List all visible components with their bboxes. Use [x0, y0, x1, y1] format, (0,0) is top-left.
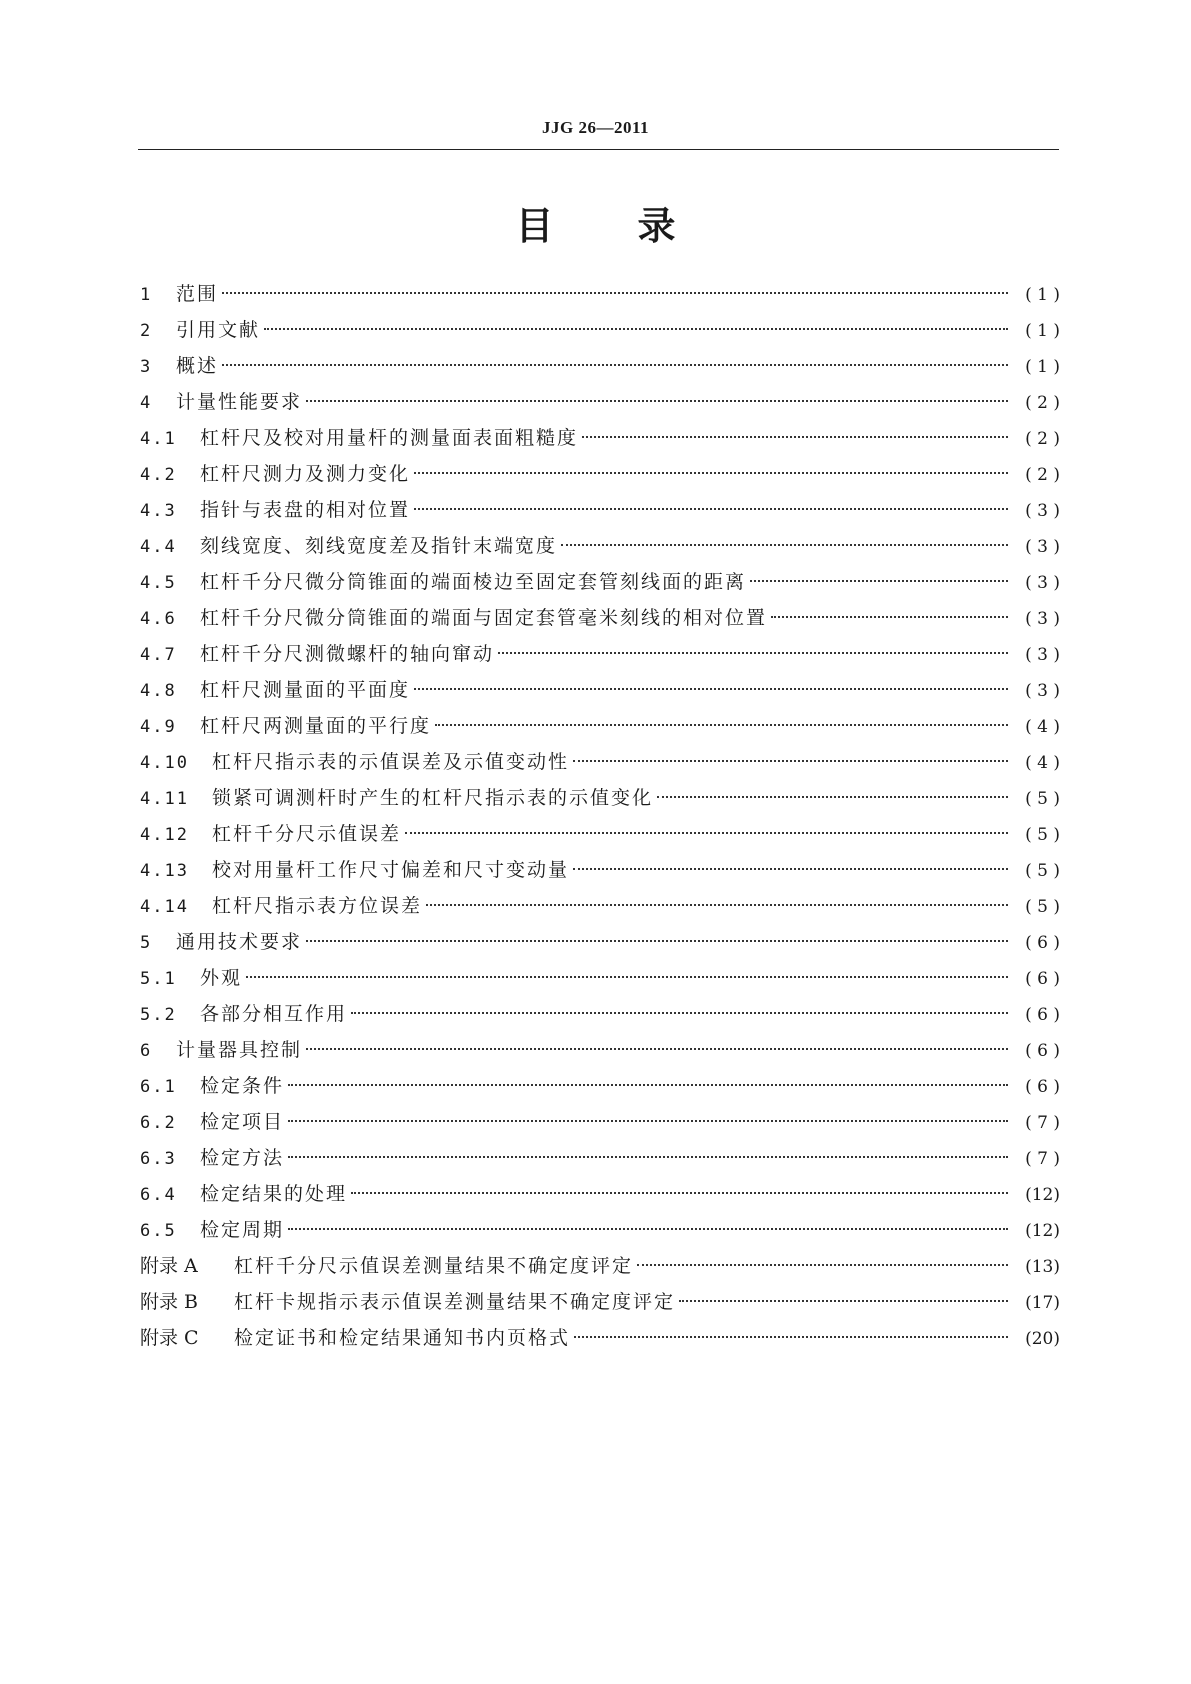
toc-entry-title: 锁紧可调测杆时产生的杠杆尺指示表的示值变化 [212, 787, 654, 809]
toc-leader-dots [426, 904, 1008, 906]
toc-entry-page: ( 7 ) [1025, 1149, 1060, 1169]
toc-leader-dots [288, 1228, 1008, 1230]
toc-entry[interactable] [140, 780, 1060, 816]
toc-entry[interactable] [140, 1140, 1060, 1176]
toc-leader-dots [351, 1012, 1008, 1014]
toc-leader-dots [414, 688, 1008, 690]
toc-entry-page: ( 4 ) [1025, 753, 1060, 773]
toc-entry[interactable] [140, 708, 1060, 744]
toc-entry-number: 1 [140, 285, 153, 305]
toc-leader-dots [561, 544, 1008, 546]
title-char-2: 录 [637, 204, 676, 248]
toc-entry-page: ( 3 ) [1025, 681, 1060, 701]
toc-entry-title: 杠杆尺指示表的示值误差及示值变动性 [212, 751, 570, 773]
toc-entry[interactable] [140, 312, 1060, 348]
toc-entry-page: ( 2 ) [1025, 465, 1060, 485]
toc-entry[interactable] [140, 1284, 1060, 1320]
toc-entry-title: 杠杆尺测力及测力变化 [200, 463, 411, 485]
toc-entry-number: 附录 C [140, 1327, 199, 1349]
toc-entry-number: 6.4 [140, 1185, 177, 1205]
toc-entry[interactable] [140, 384, 1060, 420]
toc-entry-page: (12) [1025, 1185, 1060, 1205]
toc-entry[interactable] [140, 348, 1060, 384]
toc-entry-title: 计量性能要求 [176, 391, 303, 413]
toc-entry-page: ( 7 ) [1025, 1113, 1060, 1133]
toc-entry-title: 各部分相互作用 [200, 1003, 348, 1025]
toc-entry-number: 4.4 [140, 537, 177, 557]
toc-entry-title: 杠杆尺两测量面的平行度 [200, 715, 432, 737]
toc-entry-page: ( 3 ) [1025, 573, 1060, 593]
toc-entry-title: 杠杆千分尺示值误差测量结果不确定度评定 [234, 1255, 634, 1277]
toc-entry-title: 指针与表盘的相对位置 [200, 499, 411, 521]
toc-entry-number: 5.1 [140, 969, 177, 989]
toc-entry-title: 范围 [176, 283, 219, 305]
toc-entry[interactable] [140, 924, 1060, 960]
toc-entry-number: 4.10 [140, 753, 189, 773]
toc-entry-number: 4.8 [140, 681, 177, 701]
toc-entry-number: 5.2 [140, 1005, 177, 1025]
toc-entry-number: 6.3 [140, 1149, 177, 1169]
toc-leader-dots [414, 508, 1008, 510]
toc-entry[interactable] [140, 636, 1060, 672]
toc-leader-dots [750, 580, 1008, 582]
toc-entry-page: ( 3 ) [1025, 501, 1060, 521]
toc-entry-title: 检定结果的处理 [200, 1183, 348, 1205]
toc-entry-page: ( 1 ) [1025, 285, 1060, 305]
toc-entry-number: 2 [140, 321, 153, 341]
toc-entry-number: 6.2 [140, 1113, 177, 1133]
toc-leader-dots [573, 760, 1008, 762]
toc-entry-page: ( 5 ) [1025, 789, 1060, 809]
toc-entry-page: ( 5 ) [1025, 825, 1060, 845]
toc-entry[interactable] [140, 960, 1060, 996]
toc-entry-page: ( 6 ) [1025, 933, 1060, 953]
toc-entry-page: ( 6 ) [1025, 1077, 1060, 1097]
toc-entry-title: 检定方法 [200, 1147, 285, 1169]
toc-leader-dots [414, 472, 1008, 474]
toc-entry-page: ( 4 ) [1025, 717, 1060, 737]
toc-leader-dots [657, 796, 1008, 798]
toc-entry-page: (20) [1025, 1329, 1060, 1349]
toc-leader-dots [405, 832, 1008, 834]
toc-entry-title: 杠杆尺指示表方位误差 [212, 895, 423, 917]
toc-entry[interactable] [140, 744, 1060, 780]
toc-entry-title: 刻线宽度、刻线宽度差及指针末端宽度 [200, 535, 558, 557]
table-of-contents [140, 276, 1060, 1356]
toc-entry-number: 4.14 [140, 897, 189, 917]
toc-entry[interactable] [140, 564, 1060, 600]
toc-entry-number: 4.13 [140, 861, 189, 881]
toc-entry-number: 4 [140, 393, 153, 413]
toc-entry-page: ( 6 ) [1025, 969, 1060, 989]
toc-entry-number: 3 [140, 357, 153, 377]
toc-entry-number: 附录 A [140, 1255, 198, 1277]
toc-entry-title: 杠杆尺及校对用量杆的测量面表面粗糙度 [200, 427, 579, 449]
toc-entry-title: 概述 [176, 355, 219, 377]
toc-entry-number: 4.2 [140, 465, 177, 485]
toc-entry-title: 检定条件 [200, 1075, 285, 1097]
toc-leader-dots [222, 292, 1008, 294]
toc-leader-dots [351, 1192, 1008, 1194]
toc-entry[interactable] [140, 1032, 1060, 1068]
toc-entry-title: 检定周期 [200, 1219, 285, 1241]
toc-entry-title: 引用文献 [176, 319, 261, 341]
toc-entry-title: 杠杆尺测量面的平面度 [200, 679, 411, 701]
toc-entry[interactable] [140, 1068, 1060, 1104]
toc-leader-dots [288, 1084, 1008, 1086]
toc-entry-title: 计量器具控制 [176, 1039, 303, 1061]
toc-entry-page: ( 1 ) [1025, 357, 1060, 377]
toc-entry[interactable] [140, 672, 1060, 708]
toc-leader-dots [288, 1156, 1008, 1158]
toc-entry-page: ( 3 ) [1025, 609, 1060, 629]
toc-entry[interactable] [140, 276, 1060, 312]
title-char-1: 目 [515, 204, 554, 248]
toc-entry-number: 4.6 [140, 609, 177, 629]
toc-entry[interactable] [140, 492, 1060, 528]
toc-entry-page: ( 3 ) [1025, 537, 1060, 557]
toc-entry-title: 检定证书和检定结果通知书内页格式 [234, 1327, 571, 1349]
toc-entry[interactable] [140, 456, 1060, 492]
toc-entry-number: 4.3 [140, 501, 177, 521]
toc-entry-number: 4.1 [140, 429, 177, 449]
toc-leader-dots [306, 940, 1008, 942]
toc-leader-dots [498, 652, 1008, 654]
toc-entry-title: 杠杆千分尺微分筒锥面的端面与固定套管毫米刻线的相对位置 [200, 607, 768, 629]
toc-entry-page: ( 2 ) [1025, 393, 1060, 413]
toc-entry-title: 通用技术要求 [176, 931, 303, 953]
toc-entry-number: 5 [140, 933, 153, 953]
toc-entry-title: 检定项目 [200, 1111, 285, 1133]
toc-entry-page: (12) [1025, 1221, 1060, 1241]
toc-entry[interactable] [140, 816, 1060, 852]
toc-entry-title: 杠杆千分尺示值误差 [212, 823, 402, 845]
toc-entry[interactable] [140, 888, 1060, 924]
toc-entry-number: 6 [140, 1041, 153, 1061]
toc-entry[interactable] [140, 600, 1060, 636]
toc-entry-title: 杠杆千分尺微分筒锥面的端面棱边至固定套管刻线面的距离 [200, 571, 747, 593]
toc-entry-page: (13) [1025, 1257, 1060, 1277]
toc-entry[interactable] [140, 1248, 1060, 1284]
toc-entry-number: 4.7 [140, 645, 177, 665]
toc-leader-dots [246, 976, 1008, 978]
toc-entry-title: 外观 [200, 967, 243, 989]
toc-entry-title: 杠杆卡规指示表示值误差测量结果不确定度评定 [234, 1291, 676, 1313]
document-code: JJG 26—2011 [541, 118, 650, 137]
toc-entry-number: 6.1 [140, 1077, 177, 1097]
toc-leader-dots [264, 328, 1008, 330]
toc-entry[interactable] [140, 1104, 1060, 1140]
page-title [0, 195, 1191, 250]
toc-leader-dots [637, 1264, 1008, 1266]
toc-entry-page: ( 5 ) [1025, 861, 1060, 881]
toc-leader-dots [574, 1336, 1008, 1338]
toc-leader-dots [771, 616, 1008, 618]
toc-entry-page: ( 2 ) [1025, 429, 1060, 449]
toc-entry[interactable] [140, 996, 1060, 1032]
toc-entry[interactable] [140, 528, 1060, 564]
toc-entry-number: 附录 B [140, 1291, 199, 1313]
toc-leader-dots [222, 364, 1008, 366]
toc-entry-number: 4.9 [140, 717, 177, 737]
header-rule [138, 149, 1059, 150]
toc-entry[interactable] [140, 852, 1060, 888]
toc-entry[interactable] [140, 1212, 1060, 1248]
toc-entry-page: ( 6 ) [1025, 1041, 1060, 1061]
toc-entry[interactable] [140, 420, 1060, 456]
toc-entry-number: 4.11 [140, 789, 189, 809]
toc-entry-page: ( 1 ) [1025, 321, 1060, 341]
toc-entry-page: (17) [1025, 1293, 1060, 1313]
toc-entry[interactable] [140, 1320, 1060, 1356]
toc-leader-dots [679, 1300, 1008, 1302]
toc-leader-dots [435, 724, 1008, 726]
toc-entry-page: ( 6 ) [1025, 1005, 1060, 1025]
toc-entry-title: 杠杆千分尺测微螺杆的轴向窜动 [200, 643, 495, 665]
toc-leader-dots [306, 1048, 1008, 1050]
toc-entry-number: 6.5 [140, 1221, 177, 1241]
toc-entry-number: 4.5 [140, 573, 177, 593]
toc-leader-dots [306, 400, 1008, 402]
toc-entry-page: ( 3 ) [1025, 645, 1060, 665]
toc-entry[interactable] [140, 1176, 1060, 1212]
toc-leader-dots [573, 868, 1008, 870]
toc-entry-page: ( 5 ) [1025, 897, 1060, 917]
toc-leader-dots [582, 436, 1008, 438]
toc-entry-number: 4.12 [140, 825, 189, 845]
toc-entry-title: 校对用量杆工作尺寸偏差和尺寸变动量 [212, 859, 570, 881]
toc-leader-dots [288, 1120, 1008, 1122]
